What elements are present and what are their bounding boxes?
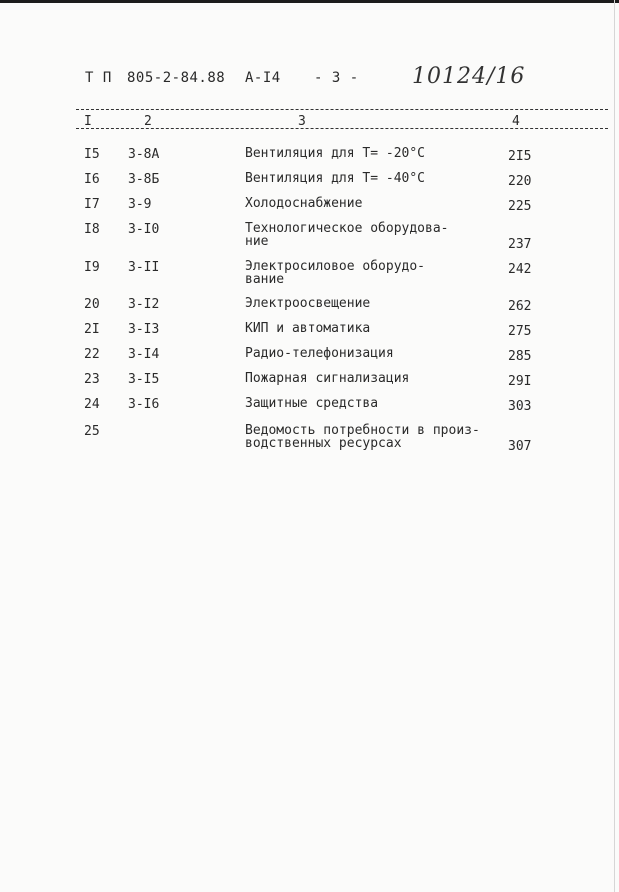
- row-number: 22: [84, 347, 100, 362]
- row-title-line: Ведомость потребности в произ-: [245, 423, 480, 438]
- row-title: [245, 147, 425, 160]
- row-document-code: 3-I6: [128, 397, 160, 412]
- header-inventory-number: 10124/16: [412, 64, 526, 89]
- row-title-line: Защитные средства: [245, 396, 379, 411]
- row-page: 275: [508, 324, 532, 339]
- row-title: [245, 222, 449, 248]
- row-number: I8: [84, 222, 100, 237]
- row-page: 303: [508, 399, 532, 414]
- row-number: 24: [84, 397, 100, 412]
- table-top-divider: [76, 109, 608, 110]
- row-title-line: Пожарная сигнализация: [245, 371, 410, 386]
- row-page: 237: [508, 237, 532, 252]
- row-title: [245, 297, 370, 310]
- document-header: [0, 64, 619, 94]
- row-page: 307: [508, 439, 532, 454]
- row-number: 20: [84, 297, 100, 312]
- header-standard: 805-2-84.88: [127, 70, 226, 86]
- row-number: 2I: [84, 322, 100, 337]
- row-page: 2I5: [508, 149, 532, 164]
- row-document-code: 3-9: [128, 197, 152, 212]
- row-title: [245, 322, 370, 335]
- row-title: [245, 397, 378, 410]
- row-document-code: 3-II: [128, 260, 160, 275]
- row-document-code: 3-I2: [128, 297, 160, 312]
- row-title-line: Вентиляция для Т= -40°С: [245, 171, 426, 186]
- row-title: [245, 172, 425, 185]
- row-number: 23: [84, 372, 100, 387]
- row-title-line: Радио-телефонизация: [245, 346, 394, 361]
- row-page: 220: [508, 174, 532, 189]
- row-page: 225: [508, 199, 532, 214]
- row-page: 285: [508, 349, 532, 364]
- header-album: А-I4: [245, 70, 281, 86]
- column-header-4: 4: [512, 114, 520, 129]
- column-header-3: 3: [298, 114, 306, 129]
- row-title: [245, 260, 425, 286]
- row-title-line: Электроосвещение: [245, 296, 371, 311]
- row-title-line: вание: [245, 272, 285, 287]
- row-number: I6: [84, 172, 100, 187]
- row-number: I7: [84, 197, 100, 212]
- row-number: I9: [84, 260, 100, 275]
- row-page: 29I: [508, 374, 532, 389]
- column-header-2: 2: [144, 114, 152, 129]
- row-title-line: Холодоснабжение: [245, 196, 363, 211]
- row-document-code: 3-I4: [128, 347, 160, 362]
- row-document-code: 3-I3: [128, 322, 160, 337]
- row-page: 262: [508, 299, 532, 314]
- header-page-number: - 3 -: [314, 70, 359, 86]
- table-header-divider: [76, 128, 608, 129]
- row-title-line: Электросиловое оборудо-: [245, 259, 426, 274]
- row-number: I5: [84, 147, 100, 162]
- row-title: [245, 424, 480, 450]
- row-title-line: Технологическое оборудова-: [245, 221, 449, 236]
- row-title: [245, 372, 409, 385]
- row-document-code: 3-I0: [128, 222, 160, 237]
- row-title-line: Вентиляция для Т= -20°С: [245, 146, 426, 161]
- column-header-1: I: [84, 114, 92, 129]
- row-title: [245, 347, 394, 360]
- row-document-code: 3-I5: [128, 372, 160, 387]
- row-number: 25: [84, 424, 100, 439]
- row-title-line: КИП и автоматика: [245, 321, 371, 336]
- row-page: 242: [508, 262, 532, 277]
- row-title-line: ние: [245, 234, 269, 249]
- row-title-line: водственных ресурсах: [245, 436, 402, 451]
- row-title: [245, 197, 362, 210]
- row-document-code: 3-8А: [128, 147, 160, 162]
- row-document-code: 3-8Б: [128, 172, 160, 187]
- scan-edge-top: [0, 0, 619, 3]
- scan-edge-right: [614, 0, 615, 892]
- header-code: Т П: [85, 70, 112, 86]
